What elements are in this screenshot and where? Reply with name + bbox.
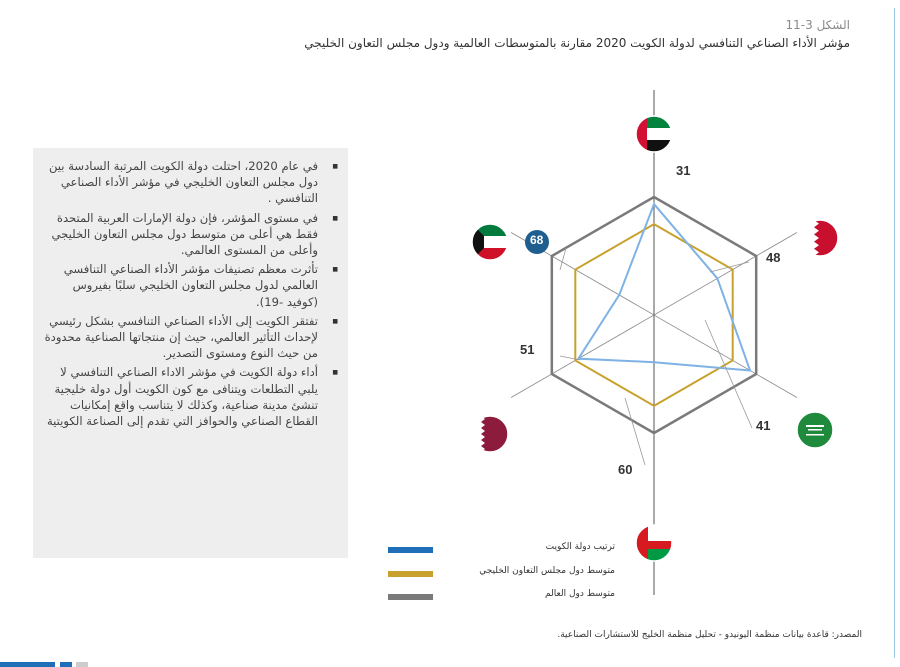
legend-swatch [388,547,433,553]
label-leader-line [560,356,580,360]
bullet-item: ■ أداء دولة الكويت في مؤشر الاداء الصناعي التنافسي لا يلبي التطلعات ويتنافى مع كون الكويت أول دولة خليجية تنشئ مدينة صناعية، وكذلك لا يتناسب واقع إمكانيات القطاع الصناعي والحوافز التي تقدم إلى الصناعة الكويتية [38,364,338,429]
bullet-list [38,158,338,432]
kuwait-flag-icon [472,224,508,260]
legend-swatch [388,571,433,577]
legend-label: متوسط دول العالم [545,589,615,599]
bullet-item: ■ تفتقر الكويت إلى الأداء الصناعي التنافسي بشكل رئيسي لإحداث التأثير العالمي، حيث إن منتجاتها الصناعية محدودة من حيث النوع ومستوى التصدير. [38,313,338,362]
bullet-item: ■ في مستوى المؤشر، فإن دولة الإمارات العربية المتحدة فقط هي أعلى من متوسط دول مجلس التعاون الخليجي وأعلى من المستوى العالمي. [38,210,338,259]
rank-label-kuwait: 68 [530,233,544,247]
uae-flag-icon [636,116,672,152]
flag-stripe [806,434,824,436]
legend-item-gcc [385,566,615,580]
oman-flag-icon [636,525,672,561]
footer-bar [60,662,72,667]
legend-label: متوسط دول مجلس التعاون الخليجي [479,566,615,576]
footer-bar [76,662,88,667]
rank-label-qatar: 51 [520,342,535,357]
flag-stripe [808,429,822,431]
rank-label-bahrain: 48 [766,250,781,265]
label-leader-line [705,320,752,428]
label-leader-line [625,398,645,465]
source-note: المصدر: قاعدة بيانات منظمة اليونيدو - تحليل منظمة الخليج للاستشارات الصناعية. [557,630,862,640]
flag-stripe [806,425,824,427]
rank-label-oman: 60 [618,462,633,477]
rank-label-uae: 31 [676,163,691,178]
bahrain-flag-icon [802,220,838,256]
saudi-flag-icon [797,412,833,448]
figure-title: مؤشر الأداء الصناعي التنافسي لدولة الكويت 2020 مقارنة بالمتوسطات العالمية ودول مجلس التعاون الخليجي [304,36,850,50]
footer-bar [0,662,55,667]
qatar-flag-icon [472,416,508,452]
legend-item-kuwait [385,542,615,556]
legend-swatch [388,594,433,600]
legend-label: ترتيب دولة الكويت [545,542,615,552]
figure-number: الشكل 3-11 [785,18,850,32]
legend-item-world [385,589,615,603]
rank-label-saudi: 41 [756,418,771,433]
bullet-item: ■ تأثرت معظم تصنيفات مؤشر الأداء الصناعي التنافسي العالمي لدول مجلس التعاون الخليجي سلبًا بفيروس (كوفيد -19). [38,261,338,310]
label-leader-line [710,262,749,272]
flag-stripe [802,220,819,256]
bullet-item: ■ في عام 2020، احتلت دولة الكويت المرتبة السادسة بين دول مجلس التعاون الخليجي في مؤشر الأداء الصناعي التنافسي . [38,158,338,207]
